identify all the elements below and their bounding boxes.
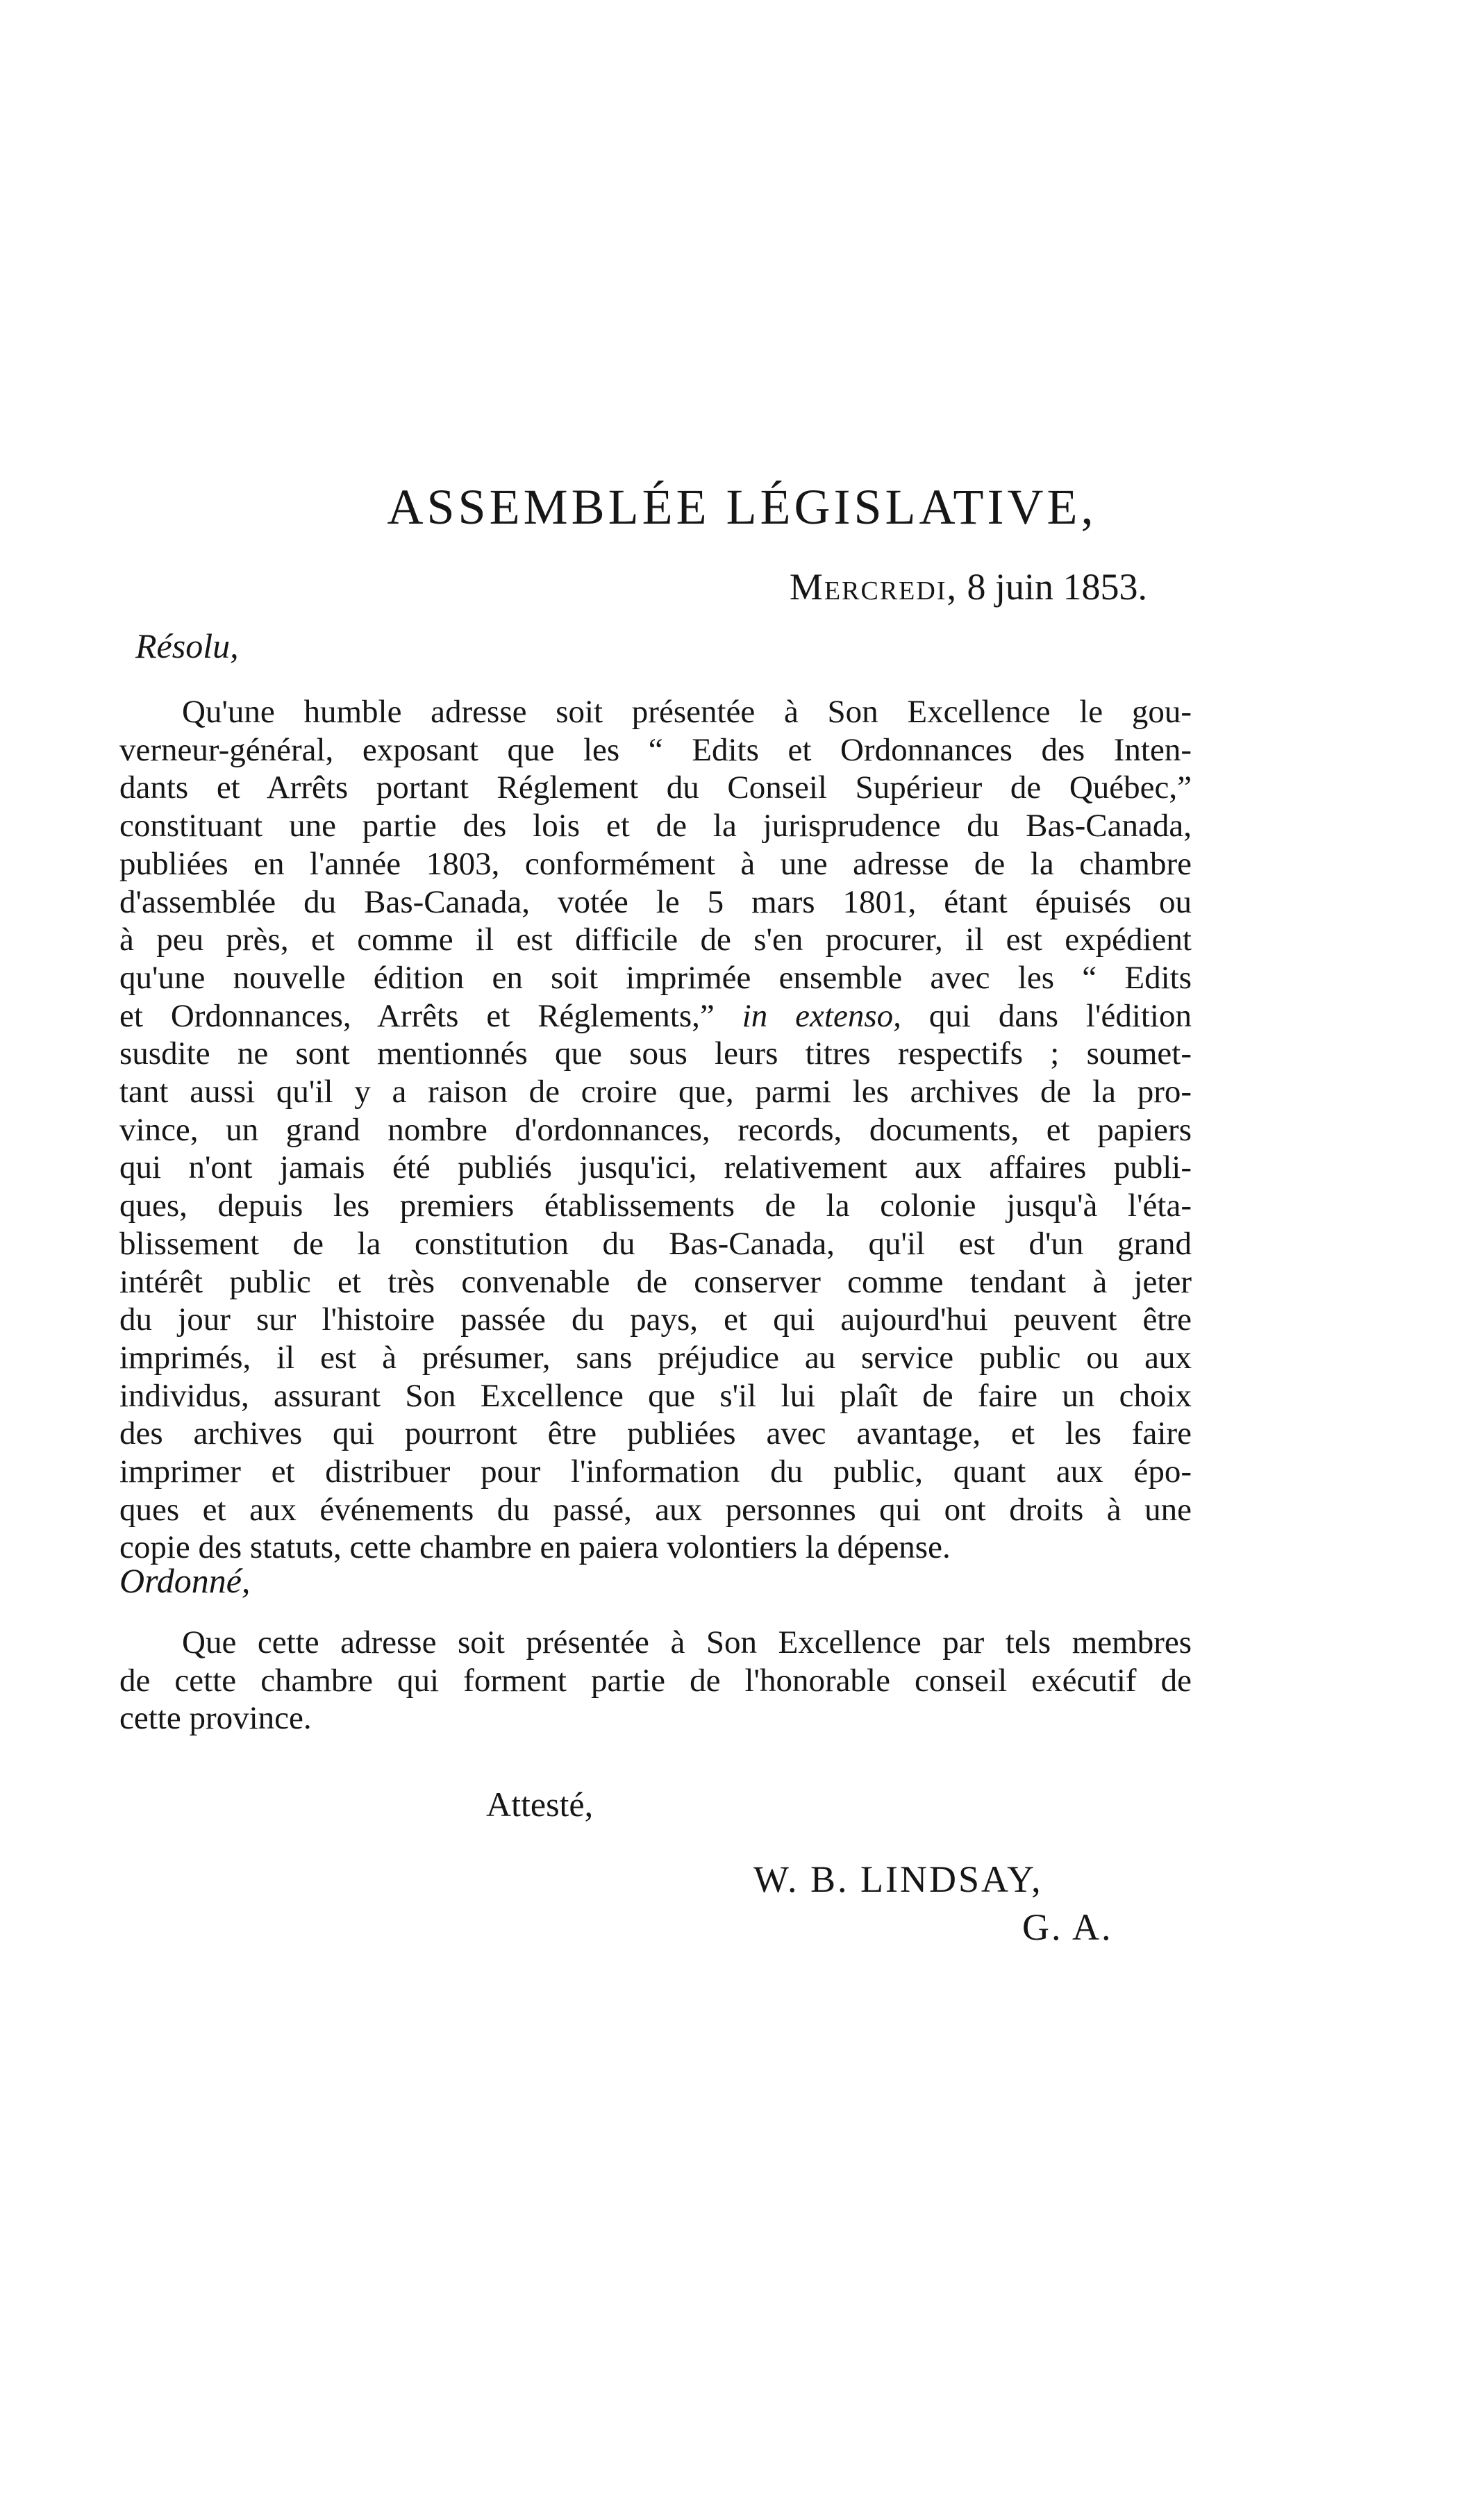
text-line: publiées en l'année 1803, conformément à une adresse de la chambre [119,845,1192,882]
signer-name: W. B. LINDSAY, [753,1858,1043,1900]
resolu-label: Résolu, [135,626,239,665]
text-line: vince, un grand nombre d'ordonnances, records, documents, et papiers [119,1111,1192,1148]
text-segment: qui dans l'édition [901,997,1192,1034]
text-line: qu'une nouvelle édition en soit imprimée ensemble avec les “ Edits [119,959,1192,996]
text-line: cette province. [119,1700,312,1737]
text-line: ques, depuis les premiers établissements de la colonie jusqu'à l'éta- [119,1188,1192,1224]
text-line: Que cette adresse soit présentée à Son Excellence par tels membres [182,1624,1192,1660]
text-line: tant aussi qu'il y a raison de croire que, parmi les archives de la pro- [119,1074,1192,1110]
date-day: Mercredi, [789,566,958,608]
text-line: blissement de la constitution du Bas-Canada, qu'il est d'un grand [119,1225,1192,1262]
text-segment: et Ordonnances, Arrêts et Réglements,” [119,997,742,1034]
text-line [119,997,1192,1035]
resolution-paragraph [119,693,1192,1567]
text-line: imprimés, il est à présumer, sans préjudice au service public ou aux [119,1339,1192,1376]
latin-phrase: in extenso, [742,997,901,1034]
text-line: verneur-général, exposant que les “ Edits et Ordonnances des Inten- [119,731,1192,768]
signer-title: G. A. [1022,1906,1113,1948]
date-line [790,566,1147,608]
text-line: des archives qui pourront être publiées avec avantage, et les faire [119,1415,1192,1452]
text-line: du jour sur l'histoire passée du pays, et qui aujourd'hui peuvent être [119,1301,1192,1338]
ordonne-label: Ordonné, [119,1561,251,1600]
date-rest: 8 juin 1853. [967,566,1147,608]
text-line: intérêt public et très convenable de conserver comme tendant à jeter [119,1263,1192,1300]
text-line: susdite ne sont mentionnés que sous leurs titres respectifs ; soumet- [119,1035,1192,1072]
text-line: d'assemblée du Bas-Canada, votée le 5 mars 1801, étant épuisés ou [119,883,1192,920]
text-line: qui n'ont jamais été publiés jusqu'ici, relativement aux affaires publi- [119,1149,1192,1186]
text-line: dants et Arrêts portant Réglement du Conseil Supérieur de Québec,” [119,769,1192,806]
text-line: de cette chambre qui forment partie de l'honorable conseil exécutif de [119,1662,1192,1699]
attestation-label: Attesté, [486,1785,594,1824]
text-line: ques et aux événements du passé, aux personnes qui ont droits à une [119,1491,1192,1528]
page-title: ASSEMBLÉE LÉGISLATIVE, [387,479,1097,535]
text-line: copie des statuts, cette chambre en paiera volontiers la dépense. [119,1529,951,1566]
text-line: Qu'une humble adresse soit présentée à Son Excellence le gou- [182,694,1192,730]
text-line: constituant une partie des lois et de la jurisprudence du Bas-Canada, [119,808,1192,844]
order-paragraph [119,1624,1192,1738]
text-line: imprimer et distribuer pour l'information du public, quant aux épo- [119,1454,1192,1490]
text-line: à peu près, et comme il est difficile de s'en procurer, il est expédient [119,922,1192,958]
text-line: individus, assurant Son Excellence que s'il lui plaît de faire un choix [119,1377,1192,1414]
